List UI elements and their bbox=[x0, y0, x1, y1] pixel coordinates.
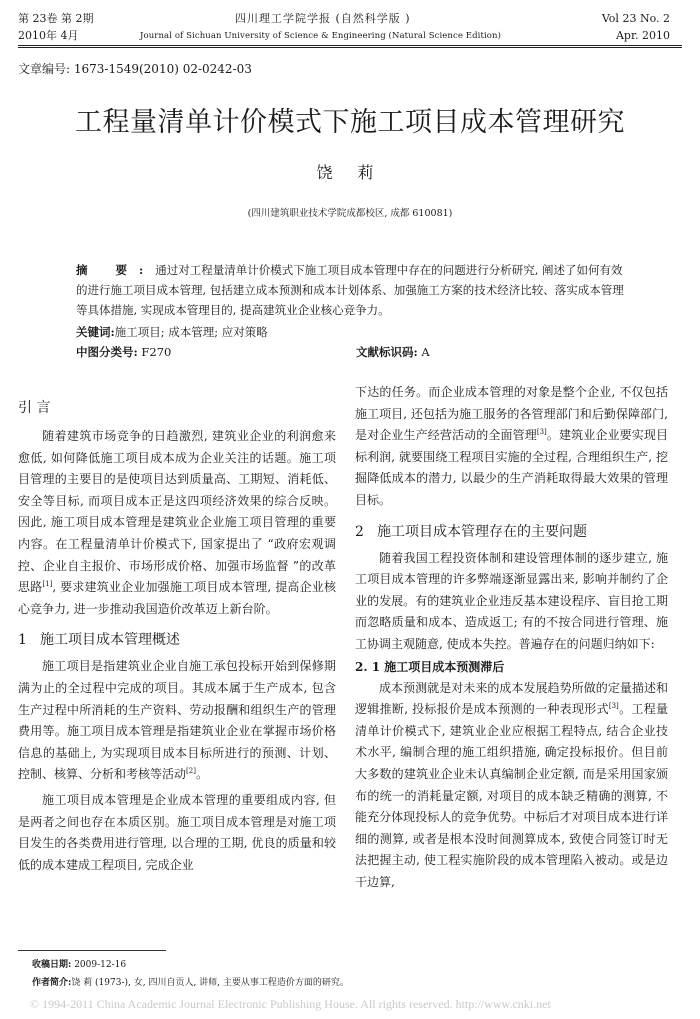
citation-3b: [3] bbox=[608, 702, 619, 711]
doc-code: A bbox=[421, 345, 430, 359]
received-date-note bbox=[32, 958, 126, 972]
continued-paragraph: 下达的任务。而企业成本管理的对象是整个企业, 不仅包括施工项目, 还包括为施工服务的各管理部门和后勤保障部门, 是对企业生产经营活动的全面管理[3]。建筑业企业要实现目标利润, 就要围绕工程项目实施的全过程, 合理组织生产, 挖掘降低成本的潜力, 以最少的生产消耗取得最大效果的管理目标。 bbox=[355, 385, 668, 507]
journal-name-en: Journal of Sichuan University of Science & Engineering (Natural Science Edition) bbox=[140, 31, 502, 41]
paper-title: 工程量清单计价模式下施工项目成本管理研究 bbox=[75, 107, 625, 138]
subsection2-1-paragraph: 成本预测就是对未来的成本发展趋势所做的定量描述和逻辑推断, 投标报价是成本预测的一种表现形式[3]。工程量清单计价模式下, 建筑业企业应根据工程特点, 结合企业技术水平, 编制合理的施工组织措施, 确定投标报价。但目前大多数的建筑业企业未认真编制企业定额, 而是采用国家颁布的统一的消耗量定额, 对项目的成本缺乏精确的测算, 不能充分体现投标人的竞争优势。中标后才对项目成本进行详细的测算, 或者是根本没时间测算成本, 致使合同签订时无法把握主动, 使工程实施阶段的成本管理陷入被动。或是边干边算, bbox=[355, 680, 668, 889]
citation-3: [3] bbox=[536, 428, 547, 437]
abstract-text: 通过对工程量清单计价模式下施工项目成本管理中存在的问题进行分析研究, 阐述了如何有效的进行施工项目成本管理, 包括建立成本预测和成本计划体系、加强施工方案的技术经济比较、落实成本管理等具体措施, 实现成本管理目的, 提高建筑业企业核心竞争力。 bbox=[76, 263, 624, 317]
author-bio: 饶 莉 (1973-), 女, 四川自贡人, 讲师, 主要从事工程造价方面的研究。 bbox=[71, 978, 349, 988]
subsection-heading-2-1: 2. 1 施工项目成本预测滞后 bbox=[355, 659, 505, 674]
doc-code-label: 文献标识码: bbox=[356, 345, 418, 359]
footnote-rule bbox=[18, 950, 166, 951]
keywords: 施工项目; 成本管理; 应对策略 bbox=[114, 325, 268, 339]
date-cn: 2010年 4月 bbox=[18, 29, 79, 42]
section-heading-2: 2 施工项目成本管理存在的主要问题 bbox=[355, 523, 587, 540]
header-rule-double bbox=[18, 47, 682, 48]
section1-paragraph-1: 施工项目是指建筑业企业自施工承包投标开始到保修期满为止的全过程中完成的项目。其成本属于生产成本, 包含生产过程中所消耗的生产资料、劳动报酬和组织生产的管理费用等。施工项目成本管理是指建筑业企业在掌握市场价格信息的基础上, 为实现项目成本目标所进行的预测、计划、控制、核算、分析和考核等活动[2]。 bbox=[18, 659, 336, 782]
date-en: Apr. 2010 bbox=[615, 29, 670, 42]
abstract-label: 摘 要: bbox=[76, 263, 156, 277]
keywords-label: 关键词: bbox=[76, 325, 115, 339]
clc-code: F270 bbox=[141, 345, 172, 359]
keywords-line bbox=[76, 322, 634, 342]
author-bio-note bbox=[32, 976, 349, 990]
section2-paragraph-1: 随着我国工程投资体制和建设管理体制的逐步建立, 施工项目成本管理的许多弊端逐渐显露出来, 影响并制约了企业的发展。有的建筑业企业违反基本建设程序、盲目抢工期而忽略质量和成本、造成返工; 有的不按合同进行管理、施工协调主观随意, 使成本失控。普遍存在的问题归纳如下: bbox=[355, 550, 668, 651]
doc-code-entry bbox=[356, 342, 430, 362]
author-name: 饶 莉 bbox=[316, 163, 384, 182]
received-label: 收稿日期: bbox=[32, 960, 72, 970]
copyright-watermark: © 1994-2011 China Academic Journal Electronic Publishing House. All rights reserved. http://www.cnki.net bbox=[30, 997, 551, 1011]
abstract-paragraph bbox=[76, 260, 634, 320]
left-column bbox=[18, 382, 336, 876]
intro-paragraph: 随着建筑市场竞争的日趋激烈, 建筑业企业的利润愈来愈低, 如何降低施工项目成本成为企业关注的话题。施工项目管理的主要目的是使项目达到质量高、工期短、消耗低、安全等目标, 而项目成本正是这四项经济效果的综合反映。因此, 施工项目成本管理是建筑业企业施工项目管理的重要内容。在工程量清单计价模式下, 国家提出了 “政府宏观调控、企业自主报价、市场形成价格、加强市场监督 ”的改革思路[1], 要求建筑业企业加强施工项目成本管理, 提高企业核心竞争力, 进一步推动我国造价改革迈上新台阶。 bbox=[18, 429, 336, 616]
issue-info: 第 23卷 第 2期 bbox=[18, 12, 94, 25]
citation-1: [1] bbox=[42, 580, 53, 589]
abstract-block bbox=[76, 260, 634, 362]
citation-2: [2] bbox=[186, 767, 196, 776]
right-column bbox=[355, 382, 668, 893]
clc-entry bbox=[76, 342, 171, 362]
section-heading-intro: 引 言 bbox=[18, 400, 51, 416]
received-date: 2009-12-16 bbox=[74, 960, 127, 970]
section1-paragraph-2: 施工项目成本管理是企业成本管理的重要组成内容, 但是两者之间也存在本质区别。施工项目成本管理是对施工项目发生的各类费用进行管理, 以合理的工期, 优良的质量和较低的成本建成工程项目, 完成企业 bbox=[18, 792, 336, 872]
journal-name-cn: 四川理工学院学报 (自然科学版 ) bbox=[235, 12, 411, 25]
section-heading-1: 1 施工项目成本管理概述 bbox=[18, 632, 180, 649]
classification-line bbox=[76, 342, 634, 362]
volume-info-en: Vol 23 No. 2 bbox=[601, 12, 670, 25]
author-bio-label: 作者简介: bbox=[32, 978, 72, 988]
clc-label: 中图分类号: bbox=[76, 345, 138, 359]
article-number: 文章编号: 1673-1549(2010) 02-0242-03 bbox=[18, 62, 252, 76]
header-rule bbox=[18, 45, 682, 46]
author-affiliation: (四川建筑职业技术学院成都校区, 成都 610081) bbox=[247, 208, 453, 219]
